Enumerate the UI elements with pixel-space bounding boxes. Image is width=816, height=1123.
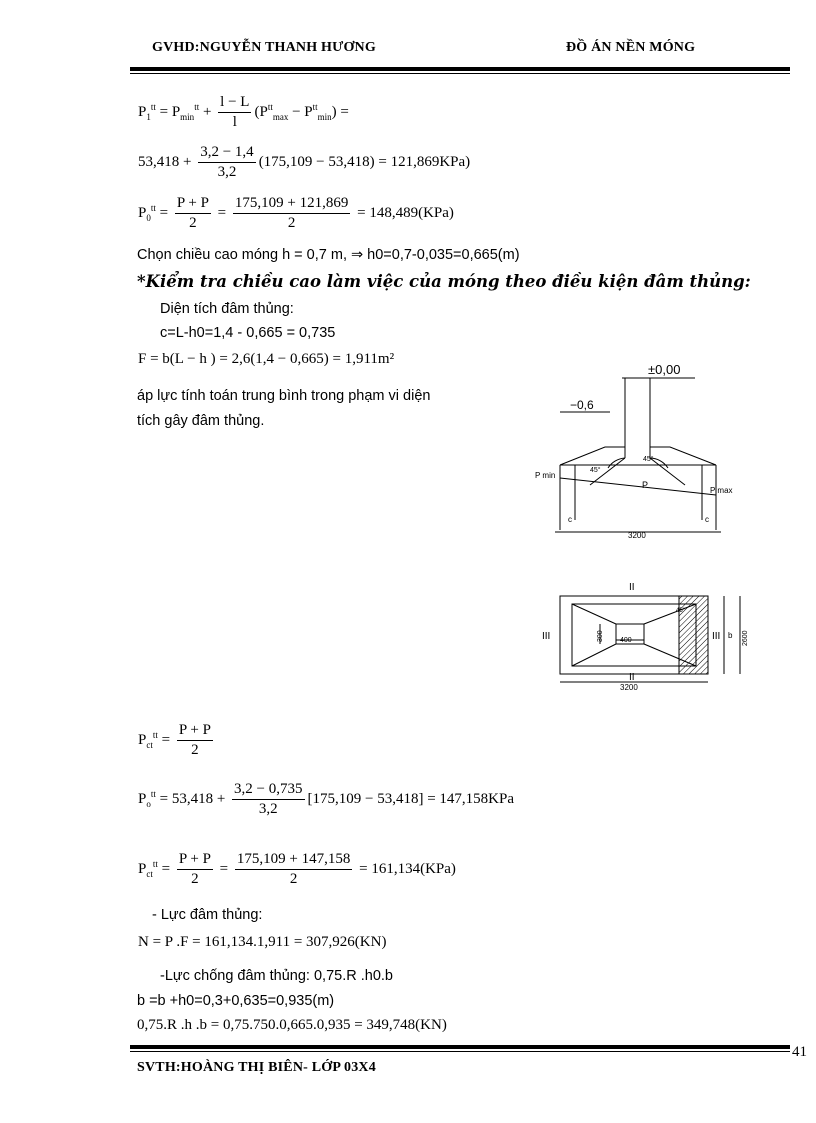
width-label: 3200 bbox=[628, 531, 646, 540]
dim-width-label: 3200 bbox=[620, 683, 638, 692]
dim-height-label: 2600 bbox=[742, 630, 749, 646]
ap-luc-line-2: tích gây đâm thủng. bbox=[137, 413, 265, 429]
equation-pct-value: $P_{ct}^{tt}$ = $\frac{P + P}{2}$ = $\frac{175,109 + 147,158}{2}$ = 161,134(KPa) bbox=[138, 851, 456, 887]
header-rule bbox=[130, 67, 790, 71]
plan-angle-label: 45° bbox=[676, 608, 686, 614]
p-mid-label: P bbox=[642, 480, 649, 490]
section-top-label: II bbox=[629, 582, 635, 593]
luc-chong-label: -Lực chống đâm thủng: 0,75.R .h0.b bbox=[160, 968, 393, 984]
equation-p0: $P_0^{tt}$ = $\frac{P + P}{2}$ = $\frac{175,109 + 121,869}{2}$ = 148,489(KPa) bbox=[138, 195, 454, 231]
section-right-label: III bbox=[712, 631, 721, 642]
footer-rule-thin bbox=[130, 1051, 790, 1052]
equation-po: $P_o^{tt} = 53,418$ + $\frac{3,2 - 0,735}{3,2}$ [175,109 − 53,418] = 147,158KPa bbox=[138, 781, 514, 817]
btb-line: b =b +h0=0,3+0,635=0,935(m) bbox=[137, 993, 335, 1009]
angle-right-label: 45° bbox=[643, 456, 654, 463]
equation-p1: $P_1^{tt} = P_{min}^{tt}$ + $\frac{l - L}{l}$ $(P^{tt}_{max} - P^{tt}_{min})$ = bbox=[138, 94, 349, 130]
final-equation: 0,75.R .h .b = 0,75.750.0,665.0,935 = 349,748(KN) bbox=[137, 1017, 447, 1033]
chon-chieu-cao: Chọn chiều cao móng h = 0,7 m, ⇒ h0=0,7-0,035=0,665(m) bbox=[137, 247, 520, 263]
p-max-label: P max bbox=[710, 486, 733, 495]
header-right: ĐỒ ÁN NỀN MÓNG bbox=[566, 40, 696, 55]
section-title: *Kiểm tra chiều cao làm việc của móng theo điều kiện đâm thủng: bbox=[137, 272, 751, 291]
level-top-label: ±0,00 bbox=[648, 362, 681, 377]
foundation-section-diagram bbox=[530, 360, 750, 545]
level-depth-label: −0,6 bbox=[570, 398, 594, 412]
footer-left: SVTH:HOÀNG THỊ BIÊN- LỚP 03X4 bbox=[137, 1060, 376, 1075]
dim-400-label: 400 bbox=[620, 637, 632, 644]
page-number: 41 bbox=[792, 1044, 807, 1060]
p-min-label: P min bbox=[535, 471, 556, 480]
c-left-label: c bbox=[568, 515, 572, 524]
fct-equation: F = b(L − h ) = 2,6(1,4 − 0,665) = 1,911m² bbox=[138, 351, 395, 367]
dim-b-label: b bbox=[728, 631, 733, 640]
nct-equation: N = P .F = 161,134.1,911 = 307,926(KN) bbox=[138, 934, 387, 950]
foundation-plan-diagram bbox=[532, 576, 752, 692]
ap-luc-line-1: áp lực tính toán trung bình trong phạm vi diện bbox=[137, 388, 431, 404]
c-line: c=L-h0=1,4 - 0,665 = 0,735 bbox=[160, 325, 336, 341]
dim-300-label: 300 bbox=[597, 630, 604, 642]
dien-tich-label: Diện tích đâm thủng: bbox=[160, 301, 294, 317]
c-right-label: c bbox=[705, 515, 709, 524]
section-bottom-label: II bbox=[629, 672, 635, 683]
header-rule-thin bbox=[130, 73, 790, 74]
equation-p1-value: 53,418 + $\frac{3,2 - 1,4}{3,2}$ (175,109 − 53,418) = 121,869KPa) bbox=[138, 144, 471, 180]
header-left: GVHD:NGUYỄN THANH HƯƠNG bbox=[152, 40, 376, 55]
footer-rule bbox=[130, 1045, 790, 1049]
angle-left-label: 45° bbox=[590, 467, 601, 474]
luc-dam-thung-label: - Lực đâm thủng: bbox=[152, 907, 263, 923]
equation-pct: $P_{ct}^{tt}$ = $\frac{P + P}{2}$ bbox=[138, 722, 211, 758]
section-left-label: III bbox=[542, 631, 551, 642]
